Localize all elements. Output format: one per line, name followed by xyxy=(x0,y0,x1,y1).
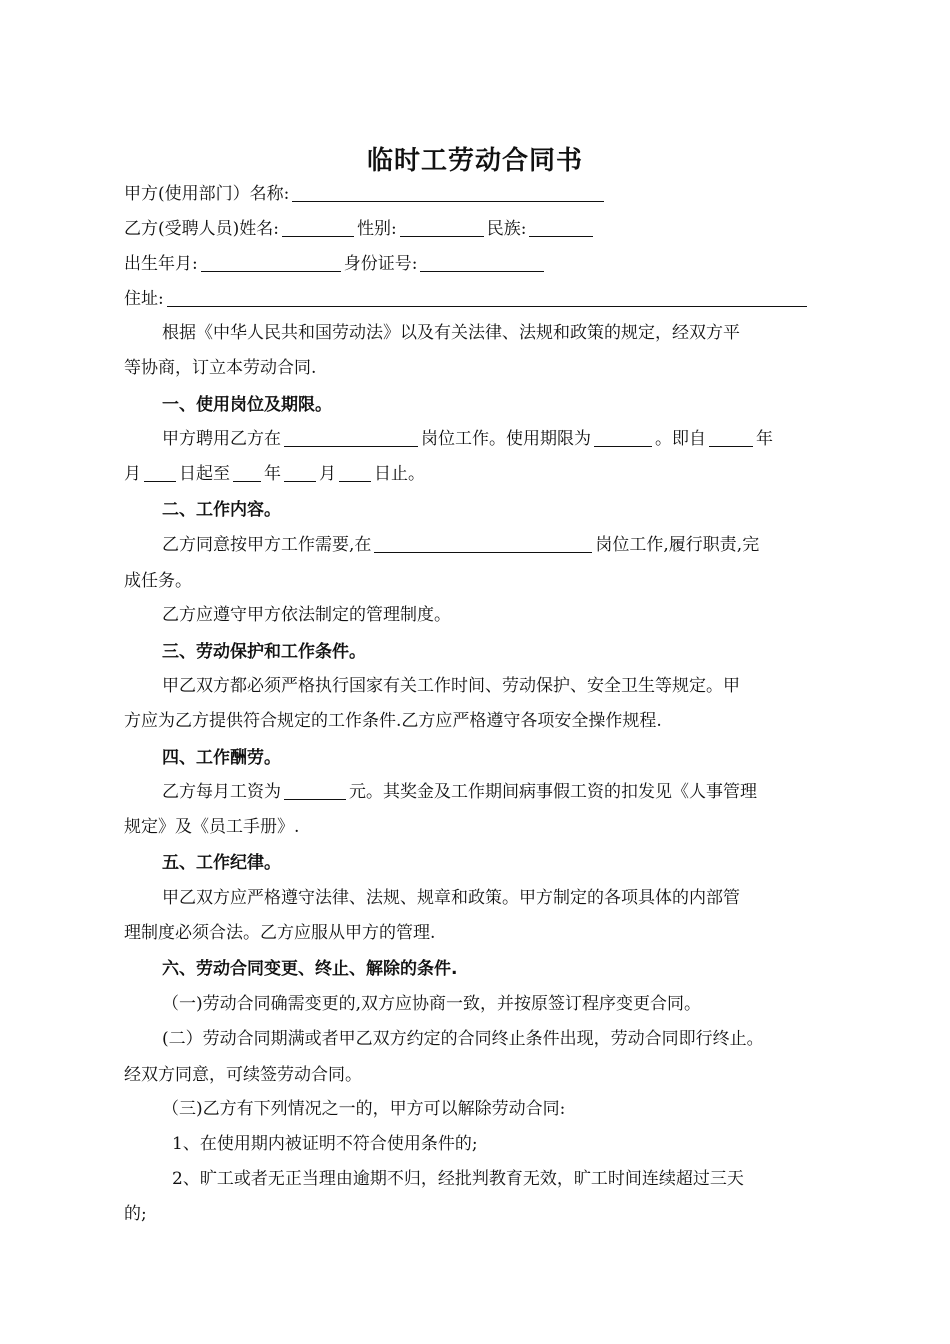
gender-blank[interactable] xyxy=(400,218,484,237)
position-blank[interactable] xyxy=(284,428,418,447)
intro-line-1: 根据《中华人民共和国劳动法》以及有关法律、法规和政策的规定，经双方平 xyxy=(162,323,740,343)
party-a-name-blank[interactable] xyxy=(292,183,604,202)
section-1-text: 年 xyxy=(264,464,281,484)
address-line xyxy=(124,287,810,311)
section-3-line-1: 甲乙双方都必须严格执行国家有关工作时间、劳动保护、安全卫生等规定。甲 xyxy=(162,676,740,696)
intro-line-2: 等协商，订立本劳动合同. xyxy=(124,358,317,378)
id-blank[interactable] xyxy=(420,253,544,272)
section-3-heading: 三、劳动保护和工作条件。 xyxy=(162,642,366,662)
section-2-line-2: 成任务。 xyxy=(124,571,192,591)
section-1-text: 甲方聘用乙方在 xyxy=(162,429,281,449)
section-1-text: 。即自 xyxy=(655,429,706,449)
address-blank[interactable] xyxy=(167,288,807,307)
party-b-name-blank[interactable] xyxy=(282,218,354,237)
section-2-line-1 xyxy=(162,533,759,557)
section-2-line-3: 乙方应遵守甲方依法制定的管理制度。 xyxy=(162,605,451,625)
section-6-para-2a: (二）劳动合同期满或者甲乙双方约定的合同终止条件出现，劳动合同即行终止。 xyxy=(162,1029,764,1049)
birth-id-line xyxy=(124,252,547,276)
document-title: 临时工劳动合同书 xyxy=(366,146,583,176)
ethnicity-blank[interactable] xyxy=(529,218,593,237)
start-month-blank[interactable] xyxy=(144,463,176,482)
section-6-para-2b: 经双方同意，可续签劳动合同。 xyxy=(124,1065,362,1085)
party-b-name-label: 乙方(受聘人员)姓名: xyxy=(124,219,279,239)
section-4-heading: 四、工作酬劳。 xyxy=(162,748,281,768)
term-blank[interactable] xyxy=(594,428,652,447)
section-4-line-1 xyxy=(162,780,757,804)
section-5-heading: 五、工作纪律。 xyxy=(162,853,281,873)
section-1-text: 日起至 xyxy=(179,464,230,484)
section-6-item-1: 1、在使用期内被证明不符合使用条件的; xyxy=(172,1134,478,1154)
section-6-item-2a: 2、旷工或者无正当理由逾期不归，经批判教育无效，旷工时间连续超过三天 xyxy=(172,1169,744,1189)
section-1-text: 日止。 xyxy=(374,464,425,484)
gender-label: 性别: xyxy=(357,219,397,239)
end-month-blank[interactable] xyxy=(284,463,316,482)
section-6-para-1: （一)劳动合同确需变更的,双方应协商一致，并按原签订程序变更合同。 xyxy=(162,994,702,1014)
party-a-name-label: 甲方(使用部门）名称: xyxy=(124,184,290,204)
start-year-blank[interactable] xyxy=(709,428,753,447)
section-4-text: 乙方每月工资为 xyxy=(162,782,281,802)
section-1-heading: 一、使用岗位及期限。 xyxy=(162,395,332,415)
section-4-text: 元。其奖金及工作期间病事假工资的扣发见《人事管理 xyxy=(349,782,757,802)
birth-label: 出生年月: xyxy=(124,254,198,274)
end-year-blank[interactable] xyxy=(233,463,261,482)
section-6-heading: 六、劳动合同变更、终止、解除的条件. xyxy=(162,959,458,979)
section-2-text: 乙方同意按甲方工作需要,在 xyxy=(162,535,372,555)
section-2-heading: 二、工作内容。 xyxy=(162,500,281,520)
salary-blank[interactable] xyxy=(284,781,346,800)
section-3-line-2: 方应为乙方提供符合规定的工作条件.乙方应严格遵守各项安全操作规程. xyxy=(124,711,662,731)
section-4-line-2: 规定》及《员工手册》. xyxy=(124,817,300,837)
section-1-text: 月 xyxy=(124,464,141,484)
section-1-line-2 xyxy=(124,462,425,486)
section-6-item-2b: 的; xyxy=(124,1204,147,1224)
section-1-text: 月 xyxy=(319,464,336,484)
party-a-line xyxy=(124,182,607,206)
birth-blank[interactable] xyxy=(201,253,341,272)
end-day-blank[interactable] xyxy=(339,463,371,482)
id-label: 身份证号: xyxy=(343,254,418,274)
address-label: 住址: xyxy=(124,289,164,309)
section-1-line-1 xyxy=(162,427,773,451)
section-2-text: 岗位工作,履行职责,完 xyxy=(595,535,760,555)
section-1-text: 年 xyxy=(756,429,773,449)
section-5-line-2: 理制度必须合法。乙方应服从甲方的管理. xyxy=(124,923,436,943)
section-5-line-1: 甲乙双方应严格遵守法律、法规、规章和政策。甲方制定的各项具体的内部管 xyxy=(162,888,740,908)
party-b-line xyxy=(124,217,596,241)
section-6-para-3: （三)乙方有下列情况之一的，甲方可以解除劳动合同: xyxy=(162,1099,566,1119)
ethnicity-label: 民族: xyxy=(486,219,527,239)
section-1-text: 岗位工作。使用期限为 xyxy=(421,429,591,449)
duty-position-blank[interactable] xyxy=(374,534,592,553)
